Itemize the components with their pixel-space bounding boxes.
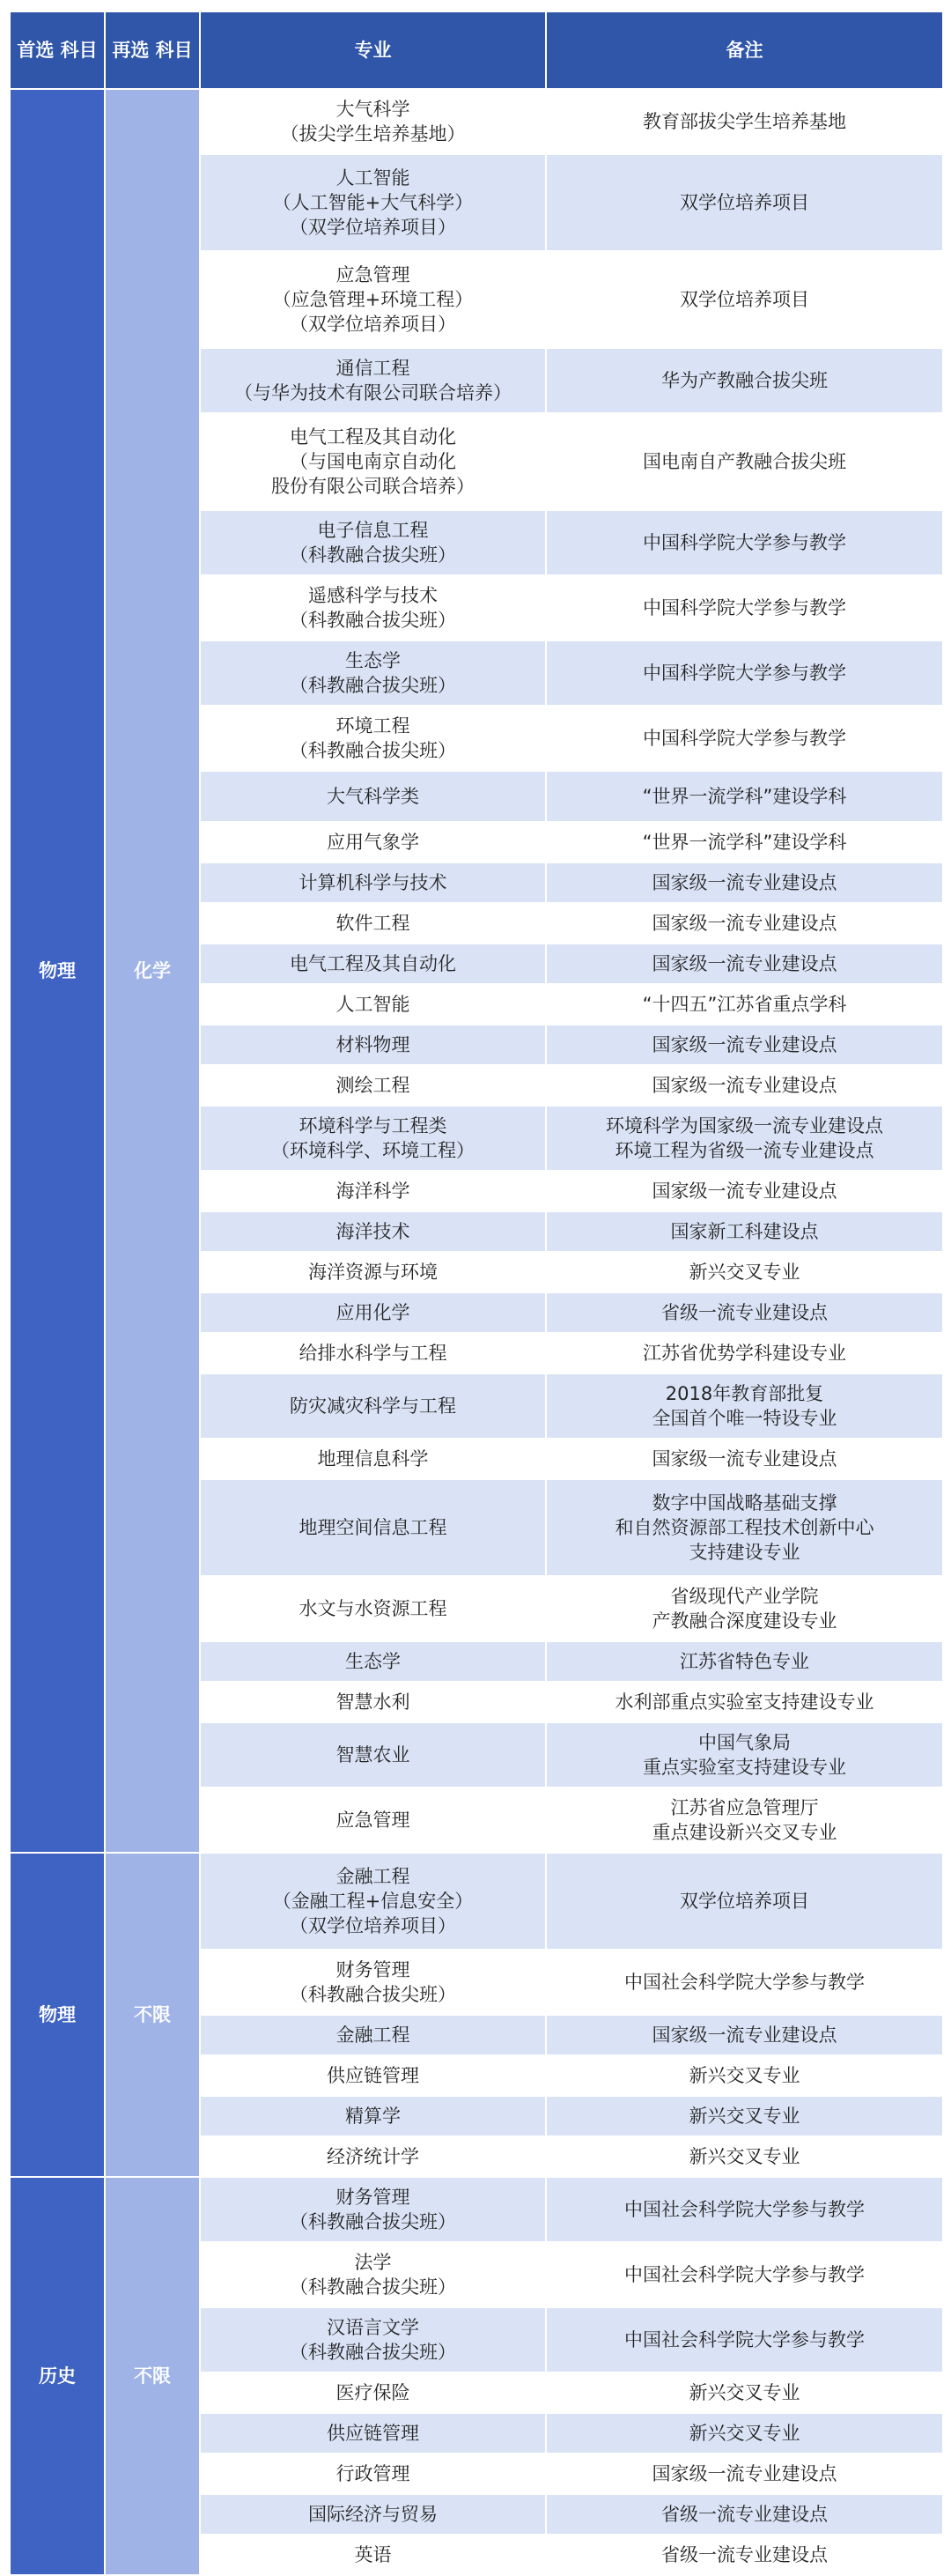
remark-text: 中国科学院大学参与教学 xyxy=(643,663,846,684)
major-text: 电气工程及其自动化 xyxy=(290,953,456,974)
header-text: 备注 xyxy=(726,40,763,61)
major-text: （科教融合拔尖班） xyxy=(290,1984,456,2005)
major-cell xyxy=(200,944,546,984)
remark-cell xyxy=(546,154,943,251)
header-text: 科目 xyxy=(155,40,193,61)
major-text: 材料物理 xyxy=(335,1034,410,1055)
second-subject-cell: 不限 xyxy=(105,1853,200,2177)
major-cell xyxy=(200,413,546,510)
remark-text: 江苏省特色专业 xyxy=(680,1651,809,1672)
remark-cell xyxy=(546,1252,943,1292)
remark-text: 省级现代产业学院 xyxy=(670,1586,819,1607)
major-cell xyxy=(200,1065,546,1106)
remark-cell xyxy=(546,706,943,771)
major-cell xyxy=(200,1252,546,1292)
major-text: 财务管理 xyxy=(335,2187,410,2208)
first-subject-cell: 物理 xyxy=(10,89,105,1853)
first-subject-cell: 物理 xyxy=(10,1853,105,2177)
header-major xyxy=(200,11,546,89)
remark-cell xyxy=(546,822,943,862)
remark-cell xyxy=(546,413,943,510)
remark-text: 国家级一流专业建设点 xyxy=(652,1075,837,1096)
major-text: 精算学 xyxy=(345,2106,401,2127)
remark-cell xyxy=(546,2307,943,2372)
remark-cell xyxy=(546,1682,943,1722)
remark-cell xyxy=(546,89,943,154)
major-cell xyxy=(200,2454,546,2494)
remark-text: “世界一流学科”建设学科 xyxy=(642,786,847,807)
major-cell xyxy=(200,2494,546,2535)
remark-text: 水利部重点实验室支持建设专业 xyxy=(615,1691,874,1713)
major-text: （科教融合拔尖班） xyxy=(290,2276,456,2298)
header-text: 专业 xyxy=(354,40,392,61)
major-text: 电子信息工程 xyxy=(317,520,429,541)
major-text: 金融工程 xyxy=(335,1866,410,1887)
major-text: 智慧农业 xyxy=(335,1744,410,1765)
major-cell xyxy=(200,706,546,771)
major-cell xyxy=(200,1025,546,1065)
major-text: （科教融合拔尖班） xyxy=(290,2342,456,2363)
remark-cell xyxy=(546,1722,943,1788)
major-cell xyxy=(200,251,546,348)
major-text: 水文与水资源工程 xyxy=(299,1598,447,1619)
remark-cell xyxy=(546,771,943,822)
remark-text: 新兴交叉专业 xyxy=(689,2146,800,2167)
major-text: 大气科学 xyxy=(335,99,410,120)
table-header-row xyxy=(10,11,943,89)
major-text: 医疗保险 xyxy=(335,2382,410,2403)
remark-text: 省级一流专业建设点 xyxy=(661,1302,828,1323)
remark-cell xyxy=(546,2136,943,2177)
header-text: 科目 xyxy=(60,40,98,61)
major-cell xyxy=(200,771,546,822)
major-cell xyxy=(200,903,546,944)
major-cell xyxy=(200,2136,546,2177)
remark-text: 中国社会科学院大学参与教学 xyxy=(624,2264,865,2285)
remark-text: 新兴交叉专业 xyxy=(689,2106,800,2127)
remark-text: 省级一流专业建设点 xyxy=(661,2504,828,2525)
major-cell xyxy=(200,2177,546,2242)
major-text: （科教融合拔尖班） xyxy=(290,2211,456,2232)
table-row xyxy=(10,89,943,154)
major-cell xyxy=(200,89,546,154)
remark-cell xyxy=(546,251,943,348)
major-cell xyxy=(200,1106,546,1171)
remark-text: 教育部拔尖学生培养基地 xyxy=(643,111,846,132)
major-text: 股份有限公司联合培养） xyxy=(271,476,475,497)
header-text: 首选 xyxy=(17,40,55,61)
remark-cell xyxy=(546,944,943,984)
remark-cell xyxy=(546,348,943,413)
remark-text: 江苏省优势学科建设专业 xyxy=(643,1343,846,1364)
major-text: 软件工程 xyxy=(335,913,410,934)
remark-text: 国家级一流专业建设点 xyxy=(652,1034,837,1055)
remark-text: 重点实验室支持建设专业 xyxy=(643,1757,846,1778)
remark-text: 中国科学院大学参与教学 xyxy=(643,597,846,618)
remark-text: 国家级一流专业建设点 xyxy=(652,2025,837,2046)
remark-cell xyxy=(546,2096,943,2136)
remark-cell xyxy=(546,1788,943,1853)
major-cell xyxy=(200,1171,546,1211)
remark-text: 新兴交叉专业 xyxy=(689,2065,800,2086)
remark-cell xyxy=(546,510,943,575)
remark-cell xyxy=(546,1576,943,1641)
remark-text: 中国社会科学院大学参与教学 xyxy=(624,1972,865,1993)
remark-cell xyxy=(546,1292,943,1333)
major-cell xyxy=(200,1373,546,1439)
major-text: 生态学 xyxy=(345,650,401,671)
remark-text: 中国社会科学院大学参与教学 xyxy=(624,2199,865,2220)
major-cell xyxy=(200,510,546,575)
major-text: 应急管理 xyxy=(335,1810,410,1831)
second-subject-cell: 不限 xyxy=(105,2177,200,2575)
remark-cell xyxy=(546,1950,943,2015)
major-cell xyxy=(200,348,546,413)
remark-cell xyxy=(546,2015,943,2055)
major-text: 供应链管理 xyxy=(327,2423,419,2444)
major-text: （与华为技术有限公司联合培养） xyxy=(234,382,512,403)
remark-cell xyxy=(546,1065,943,1106)
table-row xyxy=(10,1853,943,1950)
major-text: 遥感科学与技术 xyxy=(308,585,438,606)
remark-text: 国家新工科建设点 xyxy=(670,1221,819,1242)
major-cell xyxy=(200,640,546,706)
major-cell xyxy=(200,1439,546,1479)
remark-cell xyxy=(546,1373,943,1439)
major-cell xyxy=(200,1211,546,1252)
major-cell xyxy=(200,1576,546,1641)
major-text: 计算机科学与技术 xyxy=(299,872,447,893)
major-text: 应急管理 xyxy=(335,264,410,285)
major-text: 环境工程 xyxy=(335,715,410,737)
major-text: （双学位培养项目） xyxy=(290,217,456,238)
header-remark xyxy=(546,11,943,89)
major-text: （科教融合拔尖班） xyxy=(290,675,456,696)
header-first-subject xyxy=(10,11,105,89)
remark-text: 江苏省应急管理厅 xyxy=(670,1797,819,1818)
major-text: （环境科学、环境工程） xyxy=(271,1140,475,1161)
major-text: 汉语言文学 xyxy=(327,2317,419,2338)
major-text: 给排水科学与工程 xyxy=(299,1343,447,1364)
remark-text: 国家级一流专业建设点 xyxy=(652,2463,837,2484)
major-cell xyxy=(200,1333,546,1373)
major-cell xyxy=(200,2413,546,2454)
major-text: 应用气象学 xyxy=(327,832,419,853)
remark-text: 双学位培养项目 xyxy=(680,192,809,213)
major-text: 大气科学类 xyxy=(327,786,419,807)
remark-text: 2018年教育部批复 xyxy=(665,1383,824,1404)
major-cell xyxy=(200,2096,546,2136)
remark-cell xyxy=(546,2413,943,2454)
major-text: （应急管理+环境工程） xyxy=(272,289,474,310)
major-text: 供应链管理 xyxy=(327,2065,419,2086)
major-text: 人工智能 xyxy=(335,167,410,189)
header-text: 再选 xyxy=(112,40,150,61)
major-cell xyxy=(200,822,546,862)
remark-text: 全国首个唯一特设专业 xyxy=(652,1408,837,1429)
remark-cell xyxy=(546,2242,943,2307)
remark-text: 产教融合深度建设专业 xyxy=(652,1610,837,1632)
remark-cell xyxy=(546,984,943,1025)
remark-text: 中国科学院大学参与教学 xyxy=(643,532,846,553)
remark-text: 环境工程为省级一流专业建设点 xyxy=(615,1140,874,1161)
major-text: （双学位培养项目） xyxy=(290,1915,456,1936)
remark-text: 和自然资源部工程技术创新中心 xyxy=(615,1517,874,1538)
remark-text: 国家级一流专业建设点 xyxy=(652,913,837,934)
remark-text: 重点建设新兴交叉专业 xyxy=(652,1822,837,1843)
major-text: （双学位培养项目） xyxy=(290,314,456,335)
remark-text: 国家级一流专业建设点 xyxy=(652,872,837,893)
major-cell xyxy=(200,1292,546,1333)
major-text: （金融工程+信息安全） xyxy=(272,1891,474,1912)
remark-cell xyxy=(546,2454,943,2494)
remark-text: 新兴交叉专业 xyxy=(689,2423,800,2444)
remark-text: 新兴交叉专业 xyxy=(689,2382,800,2403)
major-text: 环境科学与工程类 xyxy=(299,1115,447,1136)
remark-text: 省级一流专业建设点 xyxy=(661,2544,828,2565)
major-cell xyxy=(200,2307,546,2372)
major-text: 海洋科学 xyxy=(335,1181,410,1202)
remark-cell xyxy=(546,903,943,944)
major-text: 海洋技术 xyxy=(335,1221,410,1242)
major-cell xyxy=(200,2535,546,2575)
remark-text: 国家级一流专业建设点 xyxy=(652,953,837,974)
major-text: （与国电南京自动化 xyxy=(290,451,456,472)
major-cell xyxy=(200,2242,546,2307)
major-text: （拔尖学生培养基地） xyxy=(280,123,466,144)
remark-cell xyxy=(546,2372,943,2413)
major-cell xyxy=(200,1641,546,1682)
remark-text: 数字中国战略基础支撑 xyxy=(652,1492,837,1514)
major-text: （科教融合拔尖班） xyxy=(290,610,456,631)
first-subject-cell: 历史 xyxy=(10,2177,105,2575)
major-text: （科教融合拔尖班） xyxy=(290,544,456,566)
table-body xyxy=(10,89,943,2575)
remark-text: 华为产教融合拔尖班 xyxy=(661,370,828,391)
major-cell xyxy=(200,862,546,903)
major-cell xyxy=(200,1853,546,1950)
remark-text: 新兴交叉专业 xyxy=(689,1262,800,1283)
remark-cell xyxy=(546,1853,943,1950)
major-text: 金融工程 xyxy=(335,2025,410,2046)
major-cell xyxy=(200,154,546,251)
major-text: 海洋资源与环境 xyxy=(308,1262,438,1283)
remark-cell xyxy=(546,1211,943,1252)
major-text: 英语 xyxy=(354,2544,392,2565)
major-cell xyxy=(200,575,546,640)
remark-cell xyxy=(546,1479,943,1576)
major-text: （科教融合拔尖班） xyxy=(290,740,456,761)
major-cell xyxy=(200,1722,546,1788)
remark-text: 国电南自产教融合拔尖班 xyxy=(643,451,846,472)
remark-cell xyxy=(546,2177,943,2242)
remark-cell xyxy=(546,1641,943,1682)
remark-cell xyxy=(546,2055,943,2096)
remark-cell xyxy=(546,1025,943,1065)
remark-cell xyxy=(546,1333,943,1373)
major-text: （人工智能+大气科学） xyxy=(272,192,474,213)
remark-text: 双学位培养项目 xyxy=(680,289,809,310)
major-cell xyxy=(200,1788,546,1853)
major-text: 财务管理 xyxy=(335,1959,410,1980)
major-cell xyxy=(200,1479,546,1576)
remark-text: 支持建设专业 xyxy=(689,1542,800,1563)
major-text: 测绘工程 xyxy=(335,1075,410,1096)
major-text: 经济统计学 xyxy=(327,2146,419,2167)
remark-cell xyxy=(546,640,943,706)
remark-text: 环境科学为国家级一流专业建设点 xyxy=(606,1115,883,1136)
major-text: 防灾减灾科学与工程 xyxy=(290,1395,456,1417)
remark-text: 国家级一流专业建设点 xyxy=(652,1448,837,1469)
major-cell xyxy=(200,2055,546,2096)
major-text: 人工智能 xyxy=(335,994,410,1015)
major-cell xyxy=(200,2015,546,2055)
major-cell xyxy=(200,1682,546,1722)
remark-cell xyxy=(546,2494,943,2535)
header-second-subject xyxy=(105,11,200,89)
subject-requirement-table xyxy=(9,11,944,2576)
remark-text: “世界一流学科”建设学科 xyxy=(642,832,847,853)
major-text: 生态学 xyxy=(345,1651,401,1672)
major-text: 地理空间信息工程 xyxy=(299,1517,447,1538)
remark-cell xyxy=(546,2535,943,2575)
remark-text: 双学位培养项目 xyxy=(680,1891,809,1912)
remark-text: “十四五”江苏省重点学科 xyxy=(642,994,847,1015)
remark-text: 中国科学院大学参与教学 xyxy=(643,728,846,749)
major-cell xyxy=(200,2372,546,2413)
table-row xyxy=(10,2177,943,2242)
major-text: 电气工程及其自动化 xyxy=(290,426,456,448)
remark-cell xyxy=(546,1106,943,1171)
major-text: 法学 xyxy=(354,2252,392,2273)
major-text: 地理信息科学 xyxy=(317,1448,429,1469)
remark-cell xyxy=(546,575,943,640)
major-cell xyxy=(200,984,546,1025)
major-text: 通信工程 xyxy=(335,358,410,379)
remark-text: 国家级一流专业建设点 xyxy=(652,1181,837,1202)
major-text: 应用化学 xyxy=(335,1302,410,1323)
remark-cell xyxy=(546,862,943,903)
major-cell xyxy=(200,1950,546,2015)
major-text: 国际经济与贸易 xyxy=(308,2504,438,2525)
remark-text: 中国社会科学院大学参与教学 xyxy=(624,2329,865,2350)
remark-text: 中国气象局 xyxy=(698,1732,791,1753)
second-subject-cell: 化学 xyxy=(105,89,200,1853)
remark-cell xyxy=(546,1171,943,1211)
major-text: 智慧水利 xyxy=(335,1691,410,1713)
major-text: 行政管理 xyxy=(335,2463,410,2484)
remark-cell xyxy=(546,1439,943,1479)
